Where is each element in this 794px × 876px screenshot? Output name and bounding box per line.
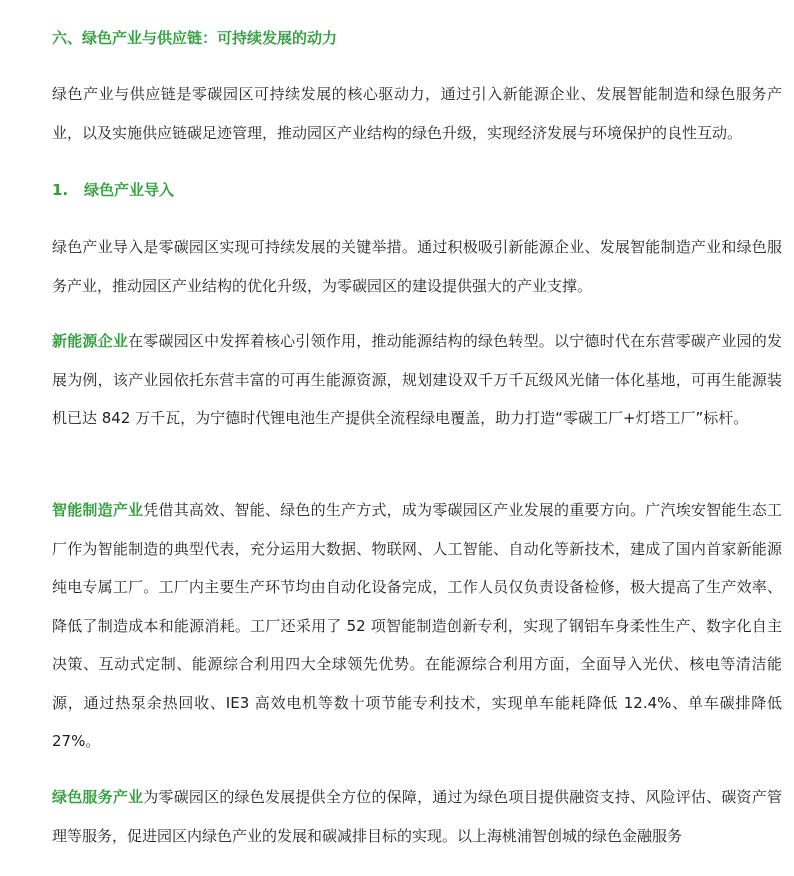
subsection-intro-paragraph: 绿色产业导入是零碳园区实现可持续发展的关键举措。通过积极吸引新能源企业、发展智能制造产业和绿色服务产业，推动园区产业结构的优化升级，为零碳园区的建设提供强大的产业支撑。 <box>52 238 782 295</box>
subsection-number: 1. <box>52 181 69 199</box>
paragraph-body: 在零碳园区中发挥着核心引领作用，推动能源结构的绿色转型。以宁德时代在东营零碳产业园的发展为例，该产业园依托东营丰富的可再生能源资源，规划建设双千万千瓦级风光储一体化基地，可再生能源装机已达 842 万千瓦，为宁德时代锂电池生产提供全流程绿电覆盖，助力打造“零碳工厂+灯塔工厂”标杆。 <box>52 332 782 427</box>
paragraph-body: 凭借其高效、智能、绿色的生产方式，成为零碳园区产业发展的重要方向。广汽埃安智能生态工厂作为智能制造的典型代表，充分运用大数据、物联网、人工智能、自动化等新技术，建成了国内首家新能源纯电专属工厂。工厂内主要生产环节均由自动化设备完成，工作人员仅负责设备检修，极大提高了生产效率、降低了制造成本和能源消耗。工厂还采用了 52 项智能制造创新专利，实现了钢铝车身柔性生产、数字化自主决策、互动式定制、能源综合利用四大全球领先优势。在能源综合利用方面，全面导入光伏、核电等清洁能源，通过热泵余热回收、IE3 高效电机等数十项节能专利技术，实现单车能耗降低 12.4%、单车碳排降低 27%。 <box>52 501 782 750</box>
paragraph-smart-manufacturing <box>52 491 782 761</box>
intro-paragraph: 绿色产业与供应链是零碳园区可持续发展的核心驱动力，通过引入新能源企业、发展智能制造和绿色服务产业，以及实施供应链碳足迹管理，推动园区产业结构的绿色升级，实现经济发展与环境保护的良性互动。 <box>52 85 782 142</box>
paragraph-new-energy <box>52 322 782 438</box>
paragraph-body: 为零碳园区的绿色发展提供全方位的保障，通过为绿色项目提供融资支持、风险评估、碳资产管理等服务，促进园区内绿色产业的发展和碳减排目标的实现。以上海桃浦智创城的绿色金融服务 <box>52 788 782 845</box>
paragraph-green-services <box>52 778 782 855</box>
section-heading: 六、绿色产业与供应链：可持续发展的动力 <box>52 29 338 47</box>
highlight-term: 新能源企业 <box>52 332 129 350</box>
highlight-term: 绿色服务产业 <box>52 788 144 806</box>
subsection-title: 绿色产业导入 <box>84 181 175 199</box>
subsection-heading <box>52 176 174 204</box>
highlight-term: 智能制造产业 <box>52 501 144 519</box>
